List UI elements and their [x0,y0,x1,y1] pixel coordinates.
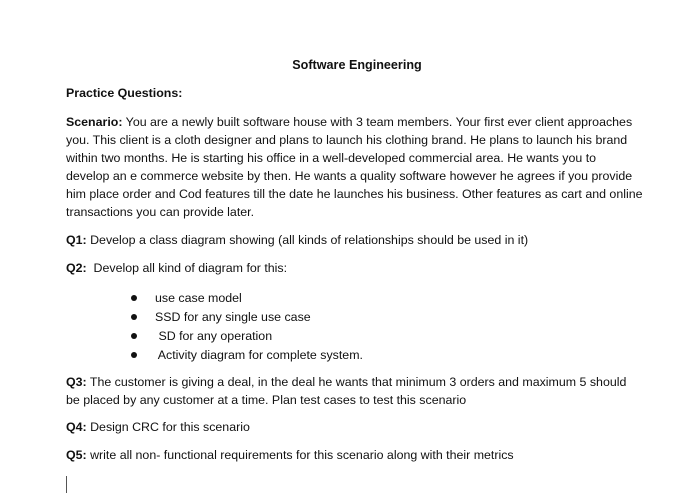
scenario-label: Scenario: [66,115,123,129]
question-2-label: Q2: [66,261,87,275]
document-title: Software Engineering [292,58,422,72]
bullet-item: Activity diagram for complete system. [128,346,363,365]
scenario-paragraph [66,113,656,221]
question-3-line: be placed by any customer at a time. Plan test cases to test this scenario [66,393,467,407]
text-cursor[interactable] [66,476,67,493]
bullet-item: use case model [128,289,363,308]
question-1-text: Develop a class diagram showing (all kinds of relationships should be used in it) [86,233,529,247]
question-1 [66,231,656,249]
scenario-line: Scenario: You are a newly built software house with 3 team members. Your first ever client approaches [66,115,633,129]
question-2 [66,259,656,277]
question-5-text: write all non- functional requirements for this scenario along with their metrics [86,448,514,462]
bullet-dot-icon [131,295,137,301]
scenario-line: him place order and Cod features till the date he launches his business. Other features as cart and online [66,187,643,201]
bullet-dot-icon [131,352,137,358]
question-4-text: Design CRC for this scenario [86,420,250,434]
question-4-label: Q4: [66,420,87,434]
question-3: Q3: The customer is giving a deal, in the deal he wants that minimum 3 orders and maximum 5 should be placed by any customer at a time. Plan test cases to test this scenario [66,373,656,409]
question-5 [66,446,656,464]
question-2-text: Develop all kind of diagram for this: [86,261,288,275]
question-2-bullet-list [128,289,363,365]
scenario-line: you. This client is a cloth designer and plans to launch his clothing brand. He plans to launch his brand [66,133,628,147]
question-4 [66,418,656,436]
question-5-label: Q5: [66,448,87,462]
scenario-line: develop an e commerce website by then. He wants a quality software however he agrees if you provide [66,169,633,183]
bullet-dot-icon [131,333,137,339]
bullet-dot-icon [131,314,137,320]
scenario-line: within two months. He is starting his office in a well-developed commercial area. He wants you to [66,151,597,165]
bullet-item: SD for any operation [128,327,363,346]
scenario-line: transactions you can provide later. [66,205,255,219]
practice-questions-heading: Practice Questions: [66,86,183,100]
question-1-label: Q1: [66,233,87,247]
question-3-label: Q3: [66,375,87,389]
bullet-item: SSD for any single use case [128,308,363,327]
